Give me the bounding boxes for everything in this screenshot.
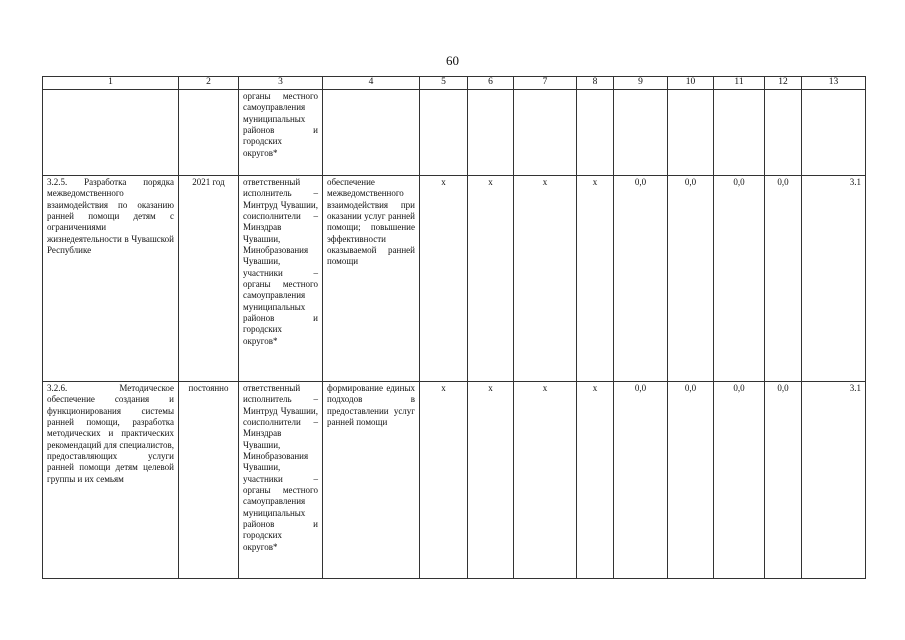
value-cell: x bbox=[514, 382, 577, 579]
table-row bbox=[43, 90, 866, 176]
value-cell bbox=[668, 90, 714, 176]
value-cell: 0,0 bbox=[614, 176, 668, 382]
value-cell: x bbox=[577, 176, 614, 382]
value-cell: x bbox=[514, 176, 577, 382]
page-number: 60 bbox=[446, 53, 459, 68]
column-header: 8 bbox=[577, 77, 614, 90]
value-cell: 0,0 bbox=[765, 176, 802, 382]
value-cell: x bbox=[420, 382, 468, 579]
executors-cell: ответственный исполнитель – Минтруд Чувашии, соисполнители – Минздрав Чувашии, Минобразования Чувашии, участники – органы местного самоуправления муниципальных районов и городских округов* bbox=[239, 176, 323, 382]
value-cell: x bbox=[420, 176, 468, 382]
value-cell: x bbox=[468, 382, 514, 579]
column-header: 3 bbox=[239, 77, 323, 90]
measure-cell: 3.2.6. Методическое обеспечение создания и функционирования системы ранней помощи, разработка методических и практических рекомендаций для специалистов, предоставляющих услуги ранней помощи детям целевой группы и их семьям bbox=[43, 382, 179, 579]
column-header: 2 bbox=[179, 77, 239, 90]
column-header: 7 bbox=[514, 77, 577, 90]
column-header: 9 bbox=[614, 77, 668, 90]
result-cell: формирование единых подходов в предоставлении услуг ранней помощи bbox=[323, 382, 420, 579]
result-cell bbox=[323, 90, 420, 176]
column-header: 11 bbox=[714, 77, 765, 90]
period-cell bbox=[179, 90, 239, 176]
column-header: 12 bbox=[765, 77, 802, 90]
value-cell bbox=[765, 90, 802, 176]
measure-cell bbox=[43, 90, 179, 176]
value-cell: x bbox=[577, 382, 614, 579]
column-header: 10 bbox=[668, 77, 714, 90]
measure-cell: 3.2.5. Разработка порядка межведомственного взаимодействия по оказанию ранней помощи детям с ограничениями жизнедеятельности в Чувашской Республике bbox=[43, 176, 179, 382]
value-cell: 0,0 bbox=[668, 176, 714, 382]
column-header: 4 bbox=[323, 77, 420, 90]
value-cell bbox=[420, 90, 468, 176]
period-cell: 2021 год bbox=[179, 176, 239, 382]
value-cell bbox=[802, 90, 866, 176]
value-cell: 0,0 bbox=[765, 382, 802, 579]
period-cell: постоянно bbox=[179, 382, 239, 579]
measures-table bbox=[42, 76, 866, 579]
value-cell: 3.1 bbox=[802, 382, 866, 579]
value-cell bbox=[514, 90, 577, 176]
value-cell: 0,0 bbox=[668, 382, 714, 579]
column-header: 13 bbox=[802, 77, 866, 90]
result-cell: обеспечение межведомственного взаимодействия при оказании услуг ранней помощи; повышение эффективности оказываемой ранней помощи bbox=[323, 176, 420, 382]
table-row bbox=[43, 382, 866, 579]
value-cell bbox=[714, 90, 765, 176]
value-cell bbox=[468, 90, 514, 176]
value-cell bbox=[614, 90, 668, 176]
value-cell: x bbox=[468, 176, 514, 382]
value-cell: 3.1 bbox=[802, 176, 866, 382]
header-row bbox=[43, 77, 866, 90]
table-row bbox=[43, 176, 866, 382]
column-header: 5 bbox=[420, 77, 468, 90]
executors-cell: органы местного самоуправления муниципальных районов и городских округов* bbox=[239, 90, 323, 176]
value-cell: 0,0 bbox=[714, 176, 765, 382]
column-header: 6 bbox=[468, 77, 514, 90]
value-cell: 0,0 bbox=[714, 382, 765, 579]
executors-cell: ответственный исполнитель – Минтруд Чувашии, соисполнители – Минздрав Чувашии, Минобразования Чувашии, участники – органы местного самоуправления муниципальных районов и городских округов* bbox=[239, 382, 323, 579]
column-header: 1 bbox=[43, 77, 179, 90]
value-cell: 0,0 bbox=[614, 382, 668, 579]
value-cell bbox=[577, 90, 614, 176]
